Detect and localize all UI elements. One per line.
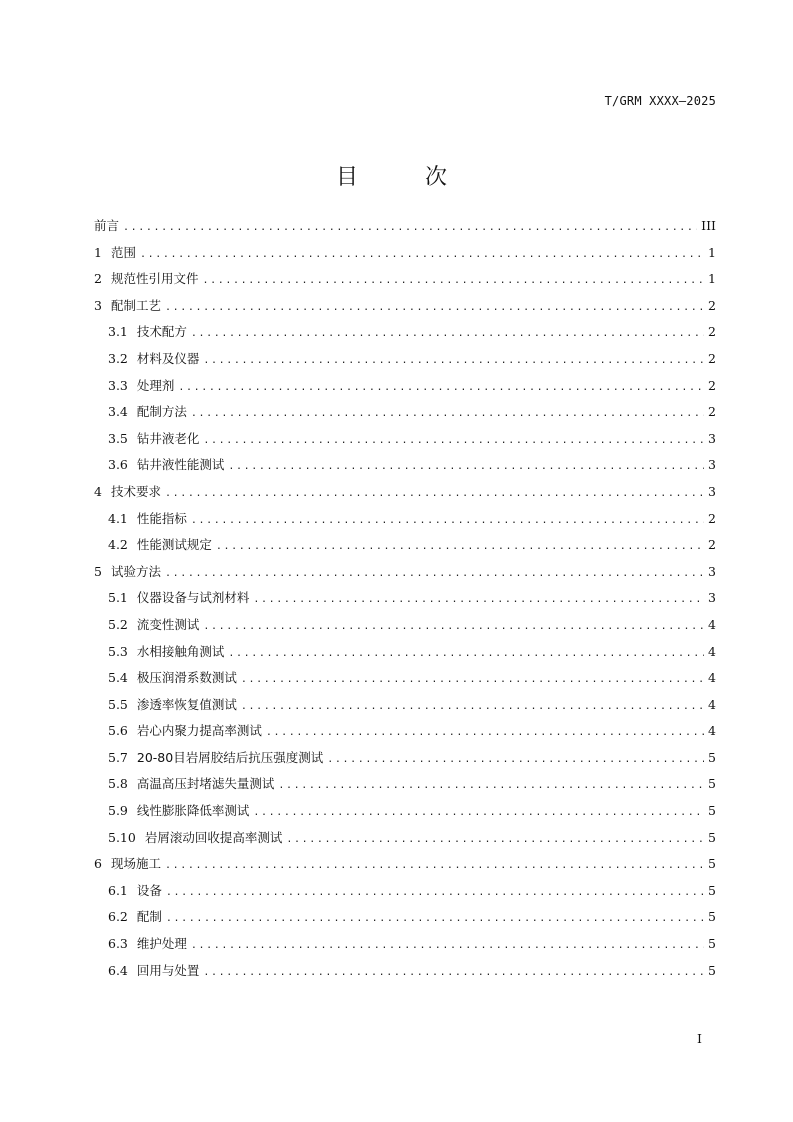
toc-dot-leader xyxy=(166,887,704,898)
toc-entry-number: 3.5 xyxy=(108,430,128,446)
toc-entry-page: 2 xyxy=(708,297,716,313)
toc-entry-page: III xyxy=(701,218,716,233)
toc-dot-leader xyxy=(278,780,704,791)
toc-entry-page: 5 xyxy=(708,776,716,792)
toc-dot-leader xyxy=(253,594,704,605)
toc-entry-page: 1 xyxy=(708,271,716,287)
toc-entry[interactable] xyxy=(94,402,716,429)
toc-dot-leader xyxy=(165,568,704,579)
toc-dot-leader xyxy=(228,461,704,472)
toc-entry-number: 4.2 xyxy=(108,537,128,553)
toc-entry[interactable] xyxy=(94,615,716,642)
toc-entry-number: 5.7 xyxy=(108,749,128,765)
toc-entry[interactable] xyxy=(94,269,716,296)
toc-entry-label: 岩屑滚动回收提高率测试 xyxy=(144,829,283,845)
toc-dot-leader xyxy=(327,754,704,765)
toc-dot-leader xyxy=(191,515,704,526)
toc-entry[interactable] xyxy=(94,934,716,961)
toc-entry-label: 维护处理 xyxy=(136,936,187,952)
toc-entry-number: 4 xyxy=(94,483,102,499)
toc-dot-leader xyxy=(286,834,704,845)
toc-entry-page: 2 xyxy=(708,510,716,526)
toc-entry[interactable] xyxy=(94,748,716,775)
toc-entry-label: 钻井液老化 xyxy=(136,430,200,446)
page-number: I xyxy=(697,1031,702,1046)
toc-entry-page: 3 xyxy=(708,590,716,606)
toc-entry-page: 2 xyxy=(708,324,716,340)
toc-entry-label: 性能指标 xyxy=(136,510,187,526)
toc-dot-leader xyxy=(228,648,704,659)
toc-entry-number: 6.1 xyxy=(108,882,128,898)
toc-entry-number: 6.3 xyxy=(108,936,128,952)
toc-entry-label: 前言 xyxy=(94,218,120,233)
toc-entry[interactable] xyxy=(94,668,716,695)
toc-entry-page: 5 xyxy=(708,829,716,845)
toc-entry-page: 4 xyxy=(708,696,716,712)
toc-entry[interactable] xyxy=(94,349,716,376)
toc-title: 目 次 xyxy=(336,165,477,190)
toc-dot-leader xyxy=(165,860,704,871)
toc-entry-number: 5.9 xyxy=(108,803,128,819)
toc-entry-page: 5 xyxy=(708,749,716,765)
toc-entry[interactable] xyxy=(94,774,716,801)
toc-entry-number: 5.2 xyxy=(108,616,128,632)
toc-entry-number: 4.1 xyxy=(108,510,128,526)
toc-dot-leader xyxy=(253,807,704,818)
toc-entry[interactable] xyxy=(94,588,716,615)
toc-entry-page: 2 xyxy=(708,404,716,420)
toc-entry[interactable] xyxy=(94,801,716,828)
toc-dot-leader xyxy=(203,355,704,366)
toc-entry-number: 6.2 xyxy=(108,909,128,925)
toc-entry-label: 回用与处置 xyxy=(136,962,200,978)
toc-entry-number: 5.6 xyxy=(108,723,128,739)
toc-entry-label: 技术要求 xyxy=(110,483,161,499)
toc-entry-label: 范围 xyxy=(110,244,136,260)
toc-entry[interactable] xyxy=(94,721,716,748)
toc-entry-label: 渗透率恢复值测试 xyxy=(136,696,237,712)
toc-dot-leader xyxy=(203,435,704,446)
toc-dot-leader xyxy=(178,382,704,393)
toc-entry-number: 3.1 xyxy=(108,324,128,340)
toc-entry-number: 3 xyxy=(94,297,102,313)
toc-entry-page: 5 xyxy=(708,882,716,898)
toc-entry-number: 5.8 xyxy=(108,776,128,792)
toc-entry-page: 2 xyxy=(708,537,716,553)
toc-dot-leader xyxy=(241,701,704,712)
toc-entry-page: 3 xyxy=(708,430,716,446)
toc-entry-number: 5.5 xyxy=(108,696,128,712)
toc-dot-leader xyxy=(203,621,704,632)
toc-entry[interactable] xyxy=(94,961,716,988)
toc-entry-number: 5.1 xyxy=(108,590,128,606)
toc-entry-number: 5 xyxy=(94,563,102,579)
toc-entry-label: 高温高压封堵滤失量测试 xyxy=(136,776,275,792)
toc-entry-number: 6 xyxy=(94,856,102,872)
toc-entry-label: 流变性测试 xyxy=(136,616,200,632)
toc-entry[interactable] xyxy=(94,322,716,349)
toc-entry-label: 水相接触角测试 xyxy=(136,643,225,659)
toc-entry-number: 6.4 xyxy=(108,962,128,978)
toc-entry-number: 1 xyxy=(94,244,102,260)
toc-dot-leader xyxy=(266,727,704,738)
toc-dot-leader xyxy=(191,940,704,951)
toc-entry[interactable] xyxy=(94,482,716,509)
toc-entry-number: 5.10 xyxy=(108,829,136,845)
toc-entry[interactable] xyxy=(94,429,716,456)
toc-entry-number: 5.4 xyxy=(108,670,128,686)
toc-entry-label: 配制方法 xyxy=(136,404,187,420)
toc-entry[interactable] xyxy=(94,642,716,669)
toc-entry-page: 3 xyxy=(708,457,716,473)
toc-entry-label: 20-80目岩屑胶结后抗压强度测试 xyxy=(136,749,324,765)
toc-entry-page: 5 xyxy=(708,856,716,872)
document-code: T/GRM XXXX—2025 xyxy=(604,94,716,108)
toc-dot-leader xyxy=(165,488,704,499)
toc-entry[interactable] xyxy=(94,455,716,482)
toc-entry-number: 3.4 xyxy=(108,404,128,420)
toc-entry-label: 性能测试规定 xyxy=(136,537,212,553)
toc-entry-number: 2 xyxy=(94,271,102,287)
toc-dot-leader xyxy=(165,302,704,313)
table-of-contents xyxy=(94,216,716,987)
toc-dot-leader xyxy=(203,967,704,978)
toc-entry[interactable] xyxy=(94,216,716,243)
toc-dot-leader xyxy=(216,541,704,552)
toc-entry-page: 4 xyxy=(708,723,716,739)
toc-entry[interactable] xyxy=(94,535,716,562)
toc-entry-label: 试验方法 xyxy=(110,563,161,579)
toc-entry[interactable] xyxy=(94,854,716,881)
toc-entry[interactable] xyxy=(94,907,716,934)
toc-entry-label: 线性膨胀降低率测试 xyxy=(136,803,250,819)
toc-entry-label: 仪器设备与试剂材料 xyxy=(136,590,250,606)
toc-entry[interactable] xyxy=(94,695,716,722)
toc-entry-label: 现场施工 xyxy=(110,856,161,872)
toc-entry-label: 配制工艺 xyxy=(110,297,161,313)
toc-entry-label: 极压润滑系数测试 xyxy=(136,670,237,686)
toc-entry-page: 5 xyxy=(708,803,716,819)
toc-dot-leader xyxy=(241,674,704,685)
toc-entry[interactable] xyxy=(94,376,716,403)
toc-entry[interactable] xyxy=(94,296,716,323)
toc-entry-number: 3.2 xyxy=(108,350,128,366)
toc-dot-leader xyxy=(191,328,704,339)
toc-dot-leader xyxy=(202,275,704,286)
toc-entry-page: 5 xyxy=(708,962,716,978)
toc-entry-number: 5.3 xyxy=(108,643,128,659)
toc-entry-page: 3 xyxy=(708,563,716,579)
toc-entry-label: 材料及仪器 xyxy=(136,350,200,366)
toc-entry-label: 钻井液性能测试 xyxy=(136,457,225,473)
toc-entry-number: 3.6 xyxy=(108,457,128,473)
toc-entry-page: 4 xyxy=(708,643,716,659)
toc-dot-leader xyxy=(166,913,704,924)
toc-entry-number: 3.3 xyxy=(108,377,128,393)
toc-dot-leader xyxy=(191,408,704,419)
toc-entry-page: 1 xyxy=(708,244,716,260)
toc-entry[interactable] xyxy=(94,562,716,589)
toc-entry[interactable] xyxy=(94,509,716,536)
toc-entry[interactable] xyxy=(94,828,716,855)
toc-dot-leader xyxy=(123,222,697,233)
toc-entry-page: 2 xyxy=(708,377,716,393)
toc-entry-page: 5 xyxy=(708,936,716,952)
toc-entry-label: 技术配方 xyxy=(136,324,187,340)
toc-entry-label: 岩心内聚力提高率测试 xyxy=(136,723,262,739)
toc-entry-label: 规范性引用文件 xyxy=(110,271,199,287)
toc-entry-page: 3 xyxy=(708,483,716,499)
toc-dot-leader xyxy=(140,249,704,260)
toc-entry-page: 5 xyxy=(708,909,716,925)
toc-entry-page: 2 xyxy=(708,350,716,366)
toc-entry-page: 4 xyxy=(708,670,716,686)
toc-entry-label: 设备 xyxy=(136,882,162,898)
toc-entry[interactable] xyxy=(94,881,716,908)
toc-entry[interactable] xyxy=(94,243,716,270)
toc-entry-label: 处理剂 xyxy=(136,377,175,393)
toc-entry-label: 配制 xyxy=(136,909,162,925)
toc-entry-page: 4 xyxy=(708,616,716,632)
